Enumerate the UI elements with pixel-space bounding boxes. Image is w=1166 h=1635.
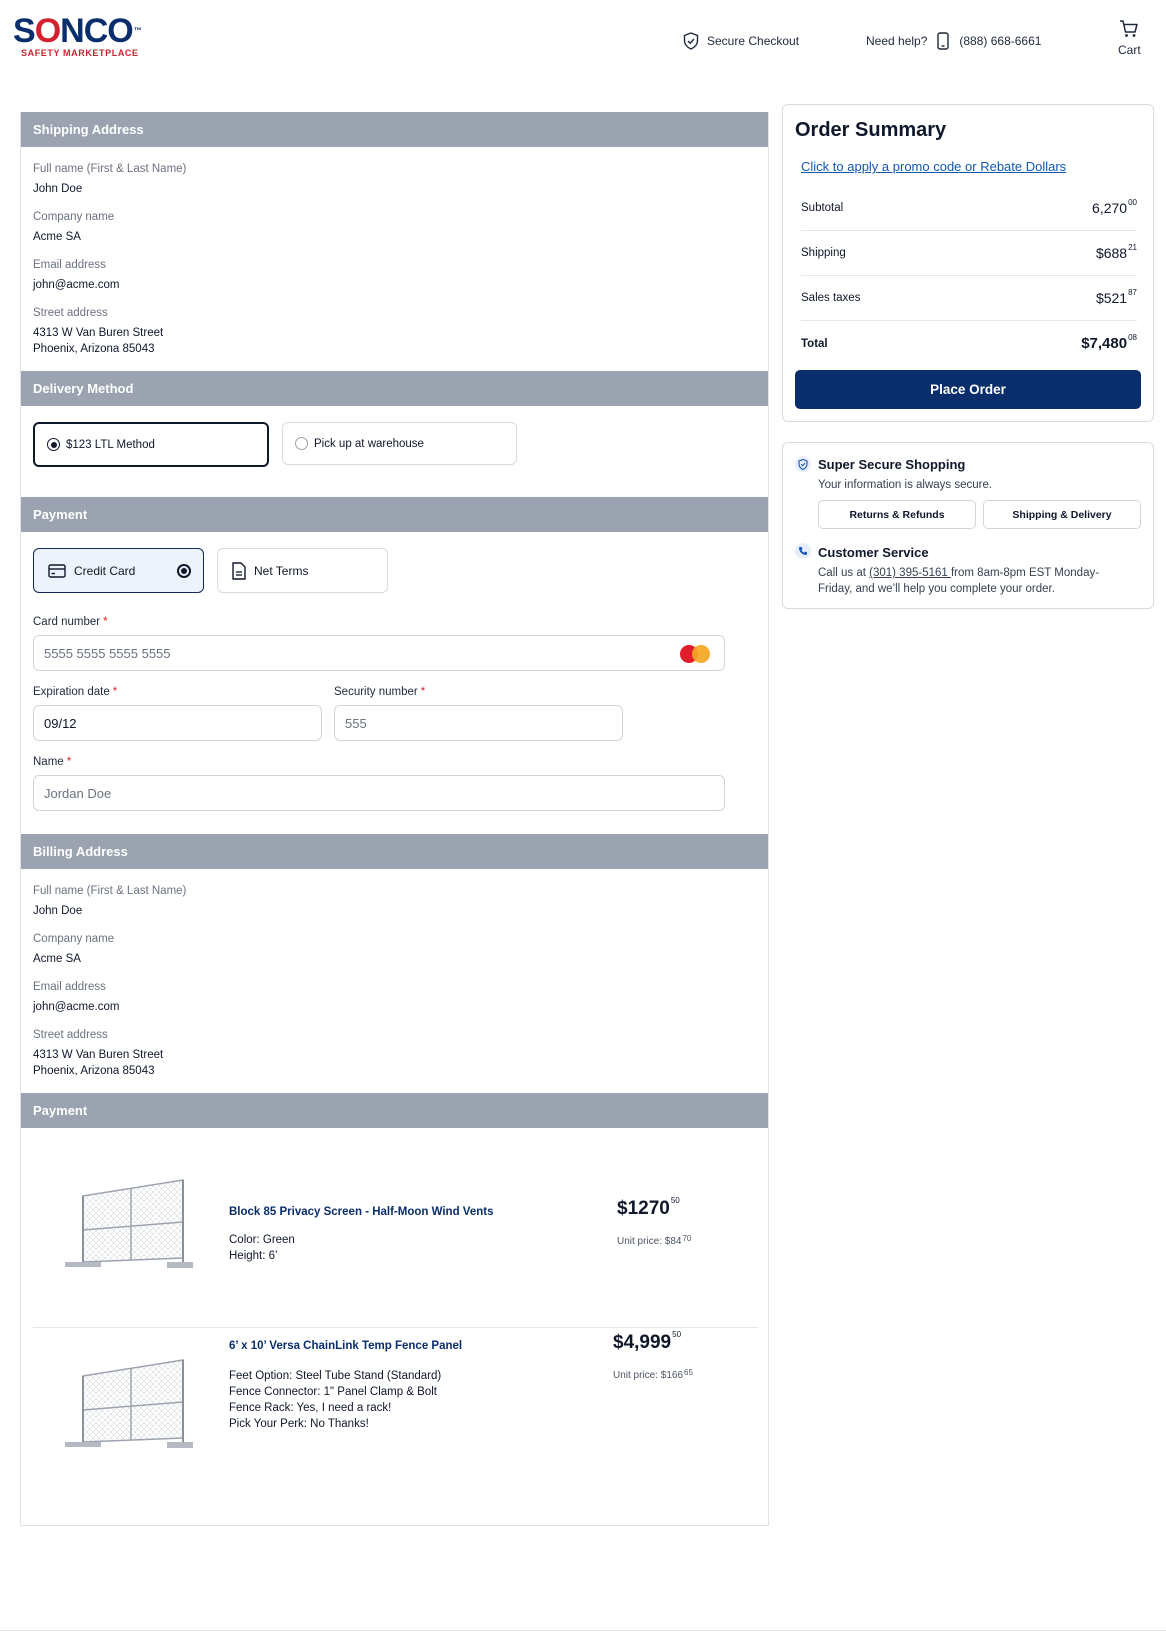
cart-icon xyxy=(1119,20,1139,38)
customer-service-text: Call us at (301) 395-5161 from 8am-8pm EST Monday- Friday, and we’ll help you complete your order. xyxy=(818,567,1100,595)
product-attr: Feet Option: Steel Tube Stand (Standard) xyxy=(229,1370,442,1382)
ship-email: Email address john@acme.com xyxy=(33,259,120,291)
summary-subtotal: Subtotal 6,270$^{00}$ xyxy=(801,186,1137,231)
mastercard-icon xyxy=(680,645,714,663)
payment-section xyxy=(21,532,768,834)
secure-shopping-box xyxy=(782,442,1154,609)
secure-shopping-subtitle: Your information is always secure. xyxy=(818,479,993,491)
secure-shopping-title: Super Secure Shopping xyxy=(818,457,966,472)
delivery-header: Delivery Method xyxy=(21,371,768,406)
page-bottom-divider xyxy=(0,1630,1166,1631)
shipping-delivery-button[interactable]: Shipping & Delivery xyxy=(983,500,1141,529)
radio-selected-icon xyxy=(47,438,60,451)
name-label: Name * xyxy=(33,756,72,768)
product-attr: Fence Rack: Yes, I need a rack! xyxy=(229,1402,392,1414)
secure-checkout-label: Secure Checkout xyxy=(707,34,800,48)
radio-empty-icon xyxy=(295,437,308,450)
items-header: Payment xyxy=(21,1093,768,1128)
card-number-input[interactable]: 5555 5555 5555 5555 xyxy=(33,635,725,671)
product-price: $1270$^{50}$ xyxy=(617,1196,680,1219)
delivery-method xyxy=(21,406,768,497)
pay-method-net-terms[interactable]: Net Terms xyxy=(217,548,388,593)
security-input[interactable]: 555 xyxy=(334,705,623,741)
security-label: Security number * xyxy=(334,686,426,698)
cart-items xyxy=(21,1128,768,1525)
need-help-label: Need help? xyxy=(866,34,928,48)
payment-header: Payment xyxy=(21,497,768,532)
promo-code-link[interactable]: Click to apply a promo code or Rebate Dollars xyxy=(801,159,1067,174)
sonco-logo[interactable]: SONCO™ SAFETY MARKETPLACE xyxy=(13,12,141,58)
ship-company: Company name Acme SA xyxy=(33,211,115,243)
bill-street: Street address 4313 W Van Buren Street Phoenix, Arizona 85043 xyxy=(33,1029,164,1077)
name-input[interactable]: Jordan Doe xyxy=(33,775,725,811)
product-title[interactable]: 6’ x 10’ Versa ChainLink Temp Fence Panel xyxy=(229,1340,463,1352)
pay-method-credit-card[interactable]: Credit Card xyxy=(33,548,204,593)
product-price: $4,999$^{50}$ xyxy=(613,1330,682,1353)
bill-company: Company name Acme SA xyxy=(33,933,115,965)
ship-fullname: Full name (First & Last Name) John Doe xyxy=(33,163,187,195)
returns-refunds-button[interactable]: Returns & Refunds xyxy=(818,500,976,529)
fence-panel-image xyxy=(63,1174,193,1274)
shipping-address xyxy=(21,147,768,371)
fence-panel-image xyxy=(63,1354,193,1454)
billing-address xyxy=(21,869,768,1093)
secure-checkout xyxy=(683,32,799,50)
delivery-option-pickup[interactable]: Pick up at warehouse xyxy=(282,422,517,465)
expiration-input[interactable]: 09/12 xyxy=(33,705,322,741)
product-attr: Fence Connector: 1" Panel Clamp & Bolt xyxy=(229,1386,437,1398)
ship-street: Street address 4313 W Van Buren Street Phoenix, Arizona 85043 xyxy=(33,307,164,355)
cart-button[interactable] xyxy=(1118,20,1141,57)
shield-check-icon xyxy=(683,32,699,50)
shield-icon xyxy=(795,456,811,472)
cart-label: Cart xyxy=(1118,43,1141,57)
product-unit-price: Unit price: $\$166^{65}$ xyxy=(613,1368,693,1381)
credit-card-icon xyxy=(48,564,66,578)
radio-selected-icon xyxy=(177,564,191,578)
product-unit-price: Unit price: $\$84^{70}$ xyxy=(617,1234,692,1247)
phone-icon xyxy=(937,32,949,50)
order-summary xyxy=(782,104,1154,422)
product-attr: Color: Green xyxy=(229,1234,295,1246)
help-phone-link[interactable]: (888) 668-6661 xyxy=(959,34,1042,48)
card-number-label: Card number * xyxy=(33,616,108,628)
expiration-label: Expiration date * xyxy=(33,686,118,698)
cart-item xyxy=(33,1330,758,1504)
logo-tagline: SAFETY MARKETPLACE xyxy=(21,48,139,58)
shipping-header: Shipping Address xyxy=(21,112,768,147)
summary-total: Total $7,480$^{08}$ xyxy=(801,333,1137,352)
phone-call-icon xyxy=(795,543,811,559)
cart-item xyxy=(33,1164,758,1328)
checkout-form xyxy=(20,112,769,1526)
need-help xyxy=(866,32,1041,50)
header xyxy=(0,0,1166,90)
document-icon xyxy=(232,562,246,580)
billing-header: Billing Address xyxy=(21,834,768,869)
customer-service-title: Customer Service xyxy=(818,545,929,560)
product-attr: Pick Your Perk: No Thanks! xyxy=(229,1418,369,1430)
delivery-option-ltl[interactable]: $123 LTL Method xyxy=(33,422,269,467)
product-title[interactable]: Block 85 Privacy Screen - Half-Moon Wind Vents xyxy=(229,1206,494,1218)
place-order-button[interactable]: Place Order xyxy=(795,370,1141,409)
summary-taxes: Sales taxes $\$521^{87}$ xyxy=(801,276,1137,321)
order-summary-title: Order Summary xyxy=(795,119,947,141)
product-attr: Height: 6’ xyxy=(229,1250,278,1262)
customer-service-phone-link[interactable]: (301) 395-5161 xyxy=(869,567,951,579)
bill-fullname: Full name (First & Last Name) John Doe xyxy=(33,885,187,917)
bill-email: Email address john@acme.com xyxy=(33,981,120,1013)
summary-shipping: Shipping $\$688^{21}$ xyxy=(801,231,1137,276)
